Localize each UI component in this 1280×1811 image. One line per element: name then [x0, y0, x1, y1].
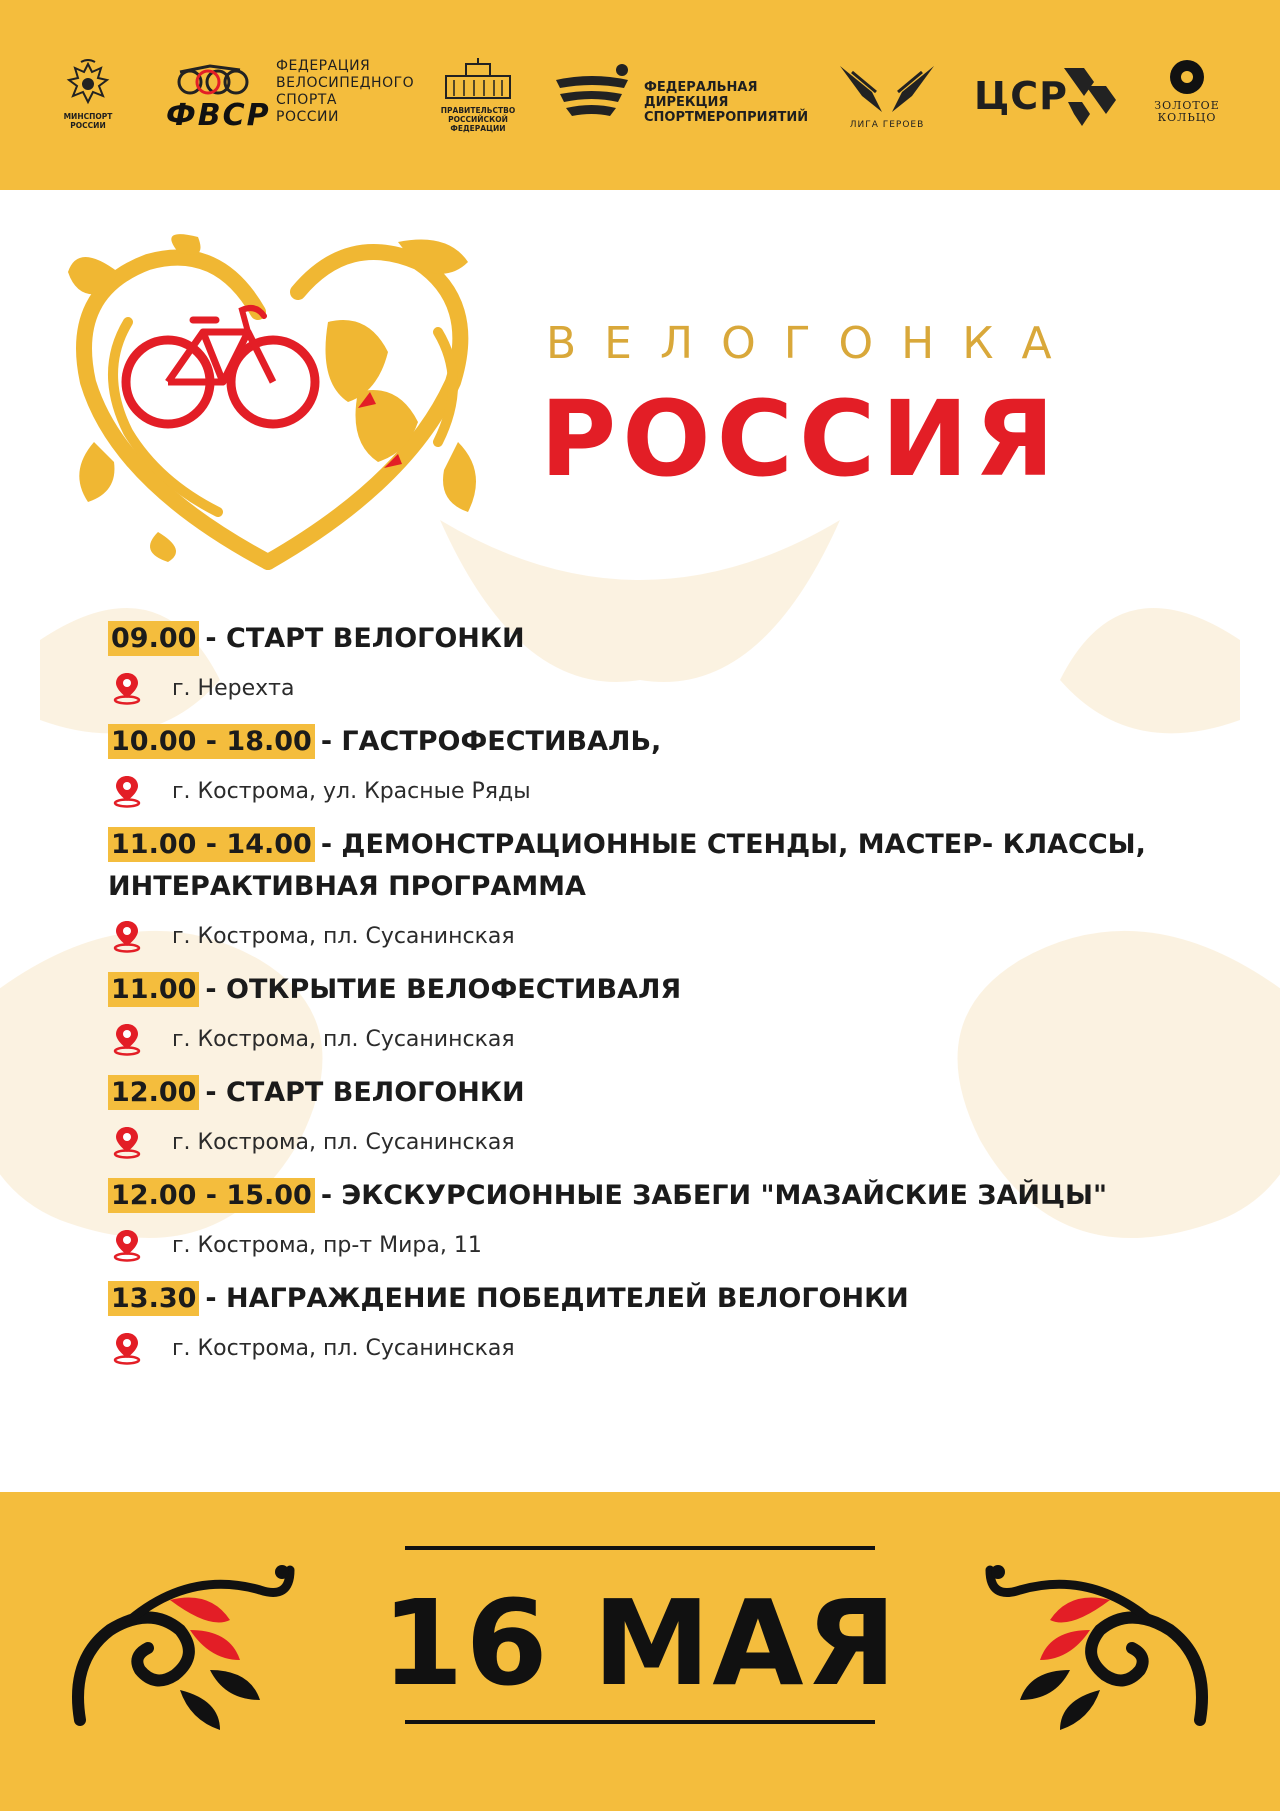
government-caption: [436, 106, 520, 133]
eagle-emblem-icon: [61, 58, 115, 112]
event-title: - СТАРТ ВЕЛОГОНКИ: [205, 623, 525, 654]
map-pin-icon: [110, 671, 144, 705]
event-heading: [108, 1072, 1198, 1114]
wings-icon: [832, 62, 942, 116]
event-time: 11.00 - 14.00: [108, 827, 315, 862]
partner-logos: [0, 0, 1280, 190]
event-heading: [108, 824, 1198, 908]
map-pin-icon: [110, 1022, 144, 1056]
ring-line-2: КОЛЬЦО: [1157, 111, 1217, 124]
event-heading: [108, 1175, 1198, 1217]
schedule-item: [108, 969, 1198, 1067]
date-rule-top: [405, 1546, 875, 1550]
schedule-item: [108, 618, 1198, 716]
event-time: 09.00: [108, 621, 199, 656]
event-location-text: г. Кострома, пл. Сусанинская: [172, 1129, 515, 1155]
fvsr-abbr: ФВСР: [166, 98, 271, 133]
schedule-item: [108, 721, 1198, 819]
event-location-text: г. Кострома, пл. Сусанинская: [172, 1026, 515, 1052]
event-title: - ГАСТРОФЕСТИВАЛЬ,: [320, 726, 662, 757]
event-location-text: г. Нерехта: [172, 675, 295, 701]
golden-ring-caption: [1150, 100, 1224, 124]
golden-ring-logo: [1150, 58, 1224, 124]
map-pin-icon: [110, 1331, 144, 1365]
date-rule-bottom: [405, 1720, 875, 1724]
fdsm-line-2: ДИРЕКЦИЯ: [644, 95, 729, 110]
event-date: 16 МАЯ: [381, 1574, 899, 1712]
fvsr-line-2: ВЕЛОСИПЕДНОГО: [276, 75, 415, 91]
event-heading: [108, 1278, 1198, 1320]
liga-geroev-logo: [832, 62, 942, 130]
government-building-icon: [436, 58, 520, 102]
schedule-item: [108, 1072, 1198, 1170]
event-title: - НАГРАЖДЕНИЕ ПОБЕДИТЕЛЕЙ ВЕЛОГОНКИ: [205, 1283, 909, 1314]
gov-line-1: ПРАВИТЕЛЬСТВО: [440, 106, 516, 115]
gov-line-2: РОССИЙСКОЙ: [448, 115, 508, 124]
fdsm-logo: [552, 62, 632, 132]
liga-label: ЛИГА ГЕРОЕВ: [849, 120, 925, 130]
event-time: 12.00 - 15.00: [108, 1178, 315, 1213]
left-khokhloma-ornament: [60, 1560, 300, 1740]
schedule-item: [108, 1278, 1198, 1376]
event-heading: [108, 969, 1198, 1011]
government-logo: [436, 58, 520, 133]
event-title: - ОТКРЫТИЕ ВЕЛОФЕСТИВАЛЯ: [205, 974, 682, 1005]
event-location-text: г. Кострома, пр-т Мира, 11: [172, 1232, 482, 1258]
fvsr-line-4: РОССИИ: [276, 109, 339, 125]
csr-label: ЦСР: [974, 74, 1068, 118]
event-heading: [108, 721, 1198, 763]
title-rossiya: РОССИЯ: [540, 378, 1061, 500]
fvsr-line-3: СПОРТА: [276, 92, 337, 108]
schedule-item: [108, 1175, 1198, 1273]
csr-arrows-icon: [1060, 62, 1122, 128]
event-time: 13.30: [108, 1281, 199, 1316]
event-time: 11.00: [108, 972, 199, 1007]
fdsm-line-1: ФЕДЕРАЛЬНАЯ: [644, 80, 758, 95]
event-location: [110, 1011, 1198, 1067]
ring-icon: [1150, 58, 1224, 96]
gov-line-3: ФЕДЕРАЦИИ: [450, 124, 506, 133]
fvsr-caption: [276, 58, 414, 126]
fdsm-emblem-icon: [552, 62, 632, 128]
event-time: 12.00: [108, 1075, 199, 1110]
event-location-text: г. Кострома, пл. Сусанинская: [172, 923, 515, 949]
event-location: [110, 1114, 1198, 1170]
schedule-list: [108, 618, 1198, 1381]
right-khokhloma-ornament: [980, 1560, 1220, 1740]
event-title: - ДЕМОНСТРАЦИОННЫЕ СТЕНДЫ, МАСТЕР- КЛАССЫ, ИНТЕРАКТИВНАЯ ПРОГРАММА: [108, 829, 1146, 902]
event-heading: [108, 618, 1198, 660]
event-time: 10.00 - 18.00: [108, 724, 315, 759]
heart-bicycle-ornament: [58, 232, 488, 572]
fvsr-line-1: ФЕДЕРАЦИЯ: [276, 58, 371, 74]
event-location: [110, 660, 1198, 716]
event-title: - ЭКСКУРСИОННЫЕ ЗАБЕГИ "МАЗАЙСКИЕ ЗАЙЦЫ": [320, 1180, 1108, 1211]
minsport-label: МИНСПОРТ РОССИИ: [63, 112, 113, 130]
event-location: [110, 1320, 1198, 1376]
event-location: [110, 908, 1198, 964]
schedule-item: [108, 824, 1198, 964]
fdsm-caption: [644, 80, 808, 125]
map-pin-icon: [110, 774, 144, 808]
event-title: - СТАРТ ВЕЛОГОНКИ: [205, 1077, 525, 1108]
fvsr-logo: [160, 60, 272, 138]
event-location: [110, 1217, 1198, 1273]
map-pin-icon: [110, 1228, 144, 1262]
map-pin-icon: [110, 1125, 144, 1159]
event-location-text: г. Кострома, пл. Сусанинская: [172, 1335, 515, 1361]
ring-line-1: ЗОЛОТОЕ: [1154, 99, 1220, 112]
event-location-text: г. Кострома, ул. Красные Ряды: [172, 778, 531, 804]
map-pin-icon: [110, 919, 144, 953]
fdsm-line-3: СПОРТМЕРОПРИЯТИЙ: [644, 110, 809, 125]
title-velogonka: ВЕЛОГОНКА: [546, 318, 1080, 369]
minsport-logo: [58, 58, 118, 130]
event-location: [110, 763, 1198, 819]
csr-logo: [1060, 62, 1122, 132]
